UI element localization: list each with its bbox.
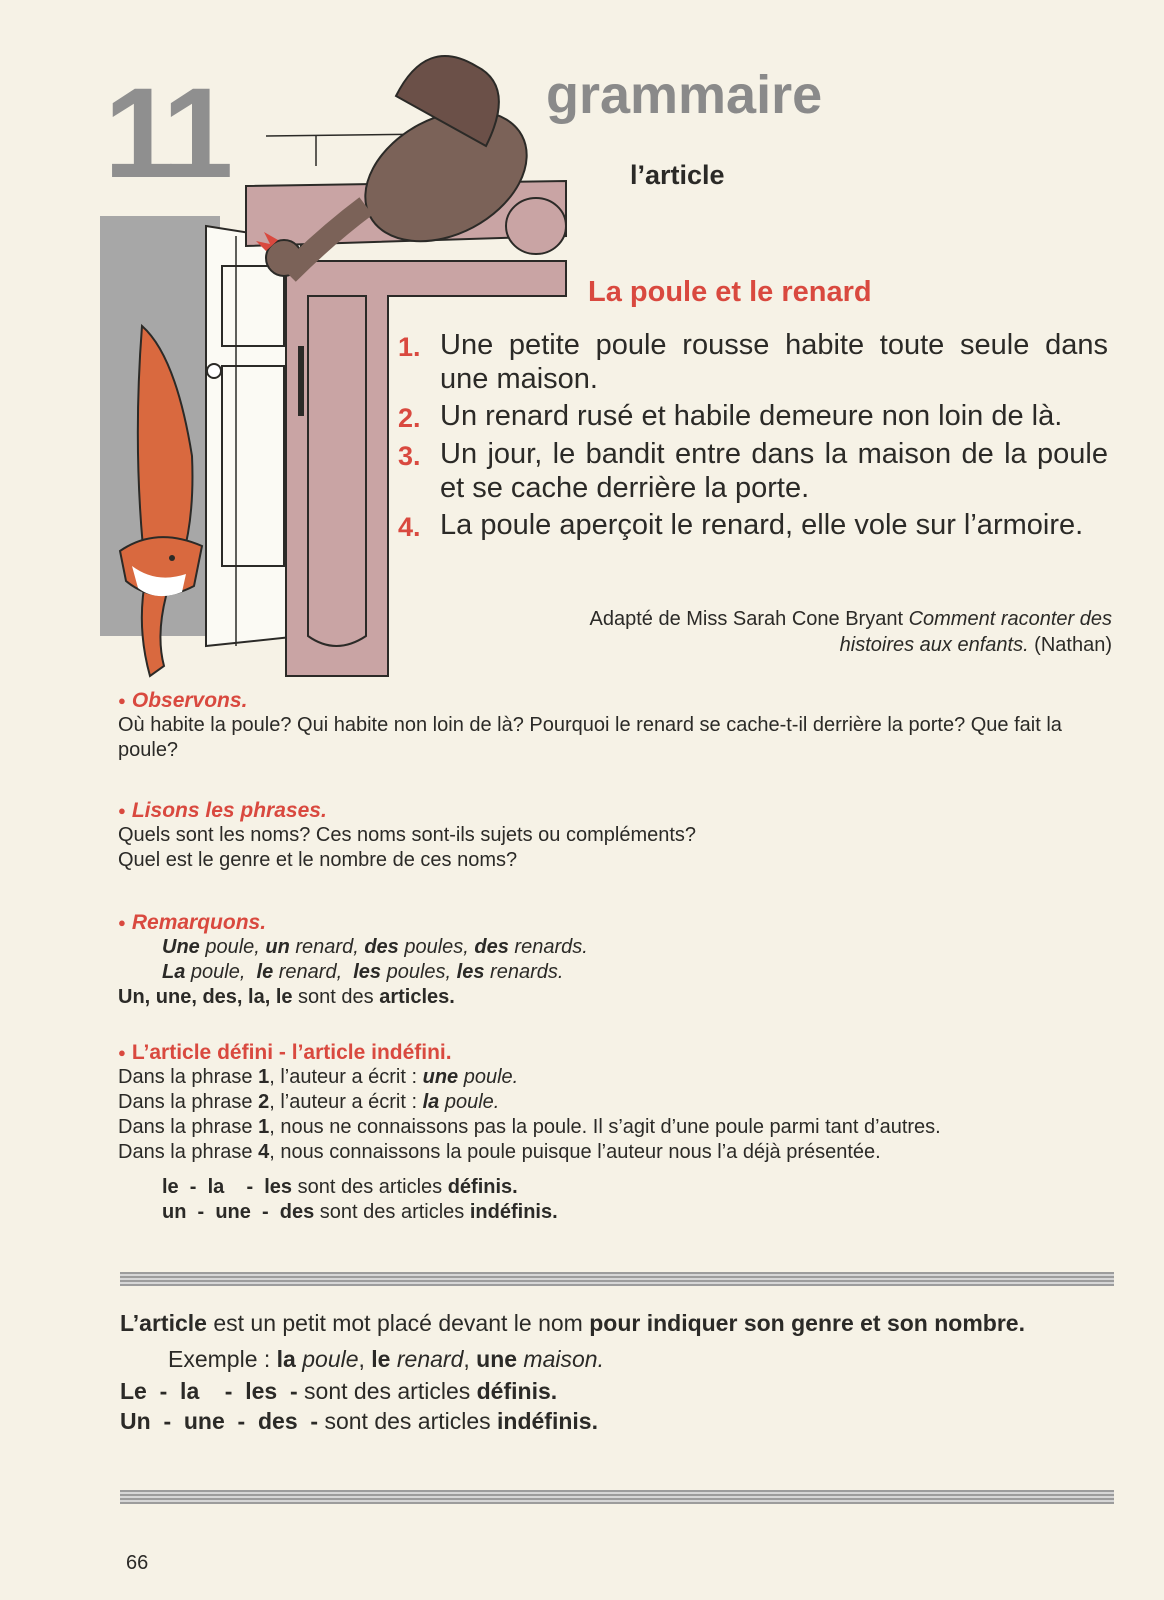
article: le	[371, 1346, 391, 1372]
text: Dans la phrase	[118, 1116, 259, 1138]
observons-section	[118, 688, 1114, 763]
story-title: La poule et le renard	[588, 276, 872, 308]
text: sont des articles	[292, 1176, 448, 1198]
article: le	[256, 961, 274, 983]
text: sont des	[292, 986, 380, 1008]
article: Une	[162, 936, 200, 958]
noun: poule.	[458, 1066, 519, 1088]
section-text: Quel est le genre et le nombre de ces noms?	[118, 849, 518, 871]
article: la	[422, 1091, 440, 1113]
story-line	[398, 437, 1108, 505]
rule-statement	[120, 1308, 1114, 1338]
indefinite-row	[120, 1406, 1114, 1436]
text: , l’auteur a écrit :	[269, 1091, 423, 1113]
noun: poule,	[185, 961, 257, 983]
story-line	[398, 328, 1108, 396]
paragraph	[118, 1140, 1114, 1165]
number: 1	[258, 1066, 270, 1088]
article: des	[364, 936, 399, 958]
noun: poules,	[381, 961, 457, 983]
section-heading: ● L’article défini - l’article indéfini.	[118, 1040, 1114, 1065]
noun: renard,	[289, 936, 365, 958]
page-number: 66	[126, 1552, 149, 1574]
number: 1	[258, 1116, 270, 1138]
article: La	[162, 961, 186, 983]
article: une	[476, 1346, 518, 1372]
citation-publisher: (Nathan)	[1028, 634, 1112, 656]
indefinite-row	[118, 1200, 1114, 1225]
article: la	[276, 1346, 296, 1372]
keyword: pour indiquer son genre et son nombre.	[589, 1310, 1025, 1336]
section-text: Où habite la poule? Qui habite non loin de là? Pourquoi le renard se cache-t-il derrière la porte? Que fait la poule?	[118, 714, 1062, 761]
noun: renard,	[273, 961, 354, 983]
section-heading: ● Remarquons.	[118, 910, 1114, 935]
text: sont des articles	[318, 1408, 498, 1434]
lisons-section	[118, 798, 1114, 873]
definite-row	[120, 1376, 1114, 1406]
articles-list: un - une - des	[162, 1201, 315, 1223]
articles-list: le - la - les	[162, 1176, 293, 1198]
text: sont des articles	[297, 1378, 477, 1404]
text: , nous ne connaissons pas la poule. Il s’agit d’une poule parmi tant d’autres.	[269, 1116, 941, 1138]
keyword: L’article	[120, 1310, 207, 1336]
article: une	[422, 1066, 459, 1088]
line-number: 4.	[398, 512, 421, 542]
remarquons-section	[118, 910, 1114, 1010]
divider-bottom	[120, 1490, 1114, 1504]
conclusion-line	[118, 985, 1114, 1010]
noun: renard	[390, 1346, 464, 1372]
noun: poules,	[398, 936, 475, 958]
paragraph	[118, 1115, 1114, 1140]
paragraph	[118, 1065, 1114, 1090]
text: , nous connaissons la poule puisque l’auteur nous l’a déjà présentée.	[269, 1141, 881, 1163]
noun: maison.	[517, 1346, 604, 1372]
text: est un petit mot placé devant le nom	[206, 1310, 590, 1336]
text: ,	[463, 1346, 477, 1372]
article: les	[353, 961, 382, 983]
keyword: articles.	[379, 986, 455, 1008]
story-line	[398, 399, 1108, 434]
divider-top	[120, 1272, 1114, 1286]
articles-list: Un - une - des -	[120, 1408, 319, 1434]
article: un	[265, 936, 290, 958]
article: les	[456, 961, 485, 983]
number: 2	[258, 1091, 270, 1113]
keyword: indéfinis.	[469, 1201, 558, 1223]
text: Dans la phrase	[118, 1091, 259, 1113]
example-line	[118, 960, 1114, 985]
citation	[560, 606, 1112, 658]
keyword: définis.	[447, 1176, 518, 1198]
lesson-subtitle: l’article	[630, 160, 725, 190]
text: ,	[358, 1346, 372, 1372]
articles-list: Un, une, des, la, le	[118, 986, 293, 1008]
story-line	[398, 508, 1108, 543]
citation-prefix: Adapté de Miss Sarah Cone Bryant	[589, 608, 909, 630]
articles-list: Le - la - les -	[120, 1378, 298, 1404]
noun: poule.	[439, 1091, 500, 1113]
keyword: indéfinis.	[497, 1408, 598, 1434]
article: des	[474, 936, 509, 958]
line-text: Un renard rusé et habile demeure non loin de là.	[440, 400, 1063, 432]
noun: renards.	[484, 961, 564, 983]
defini-section	[118, 1040, 1114, 1225]
line-number: 2.	[398, 403, 421, 433]
story-text	[398, 328, 1108, 546]
lesson-number: 11	[104, 62, 228, 205]
number: 4	[258, 1141, 270, 1163]
text: , l’auteur a écrit :	[269, 1066, 423, 1088]
definite-row	[118, 1175, 1114, 1200]
section-heading: ● Observons.	[118, 688, 1114, 713]
line-number: 1.	[398, 332, 421, 362]
paragraph	[118, 1090, 1114, 1115]
section-heading: ● Lisons les phrases.	[118, 798, 1114, 823]
citation-title: Comment raconter des histoires aux enfants.	[839, 608, 1112, 656]
section-text: Quels sont les noms? Ces noms sont-ils sujets ou compléments?	[118, 824, 697, 846]
line-number: 3.	[398, 441, 421, 471]
line-text: La poule aperçoit le renard, elle vole sur l’armoire.	[440, 509, 1084, 541]
example-line	[120, 1344, 1114, 1374]
text: sont des articles	[314, 1201, 470, 1223]
text: Dans la phrase	[118, 1066, 259, 1088]
rule-summary	[120, 1308, 1114, 1436]
noun: poule	[295, 1346, 359, 1372]
keyword: définis.	[476, 1378, 558, 1404]
example-label: Exemple :	[168, 1346, 277, 1372]
noun: renards.	[508, 936, 588, 958]
text: Dans la phrase	[118, 1141, 259, 1163]
line-text: Une petite poule rousse habite toute seule dans une maison.	[440, 329, 1108, 395]
line-text: Un jour, le bandit entre dans la maison de la poule et se cache derrière la porte.	[440, 438, 1108, 504]
noun: poule,	[199, 936, 266, 958]
lesson-title: grammaire	[546, 65, 823, 125]
example-line	[118, 935, 1114, 960]
